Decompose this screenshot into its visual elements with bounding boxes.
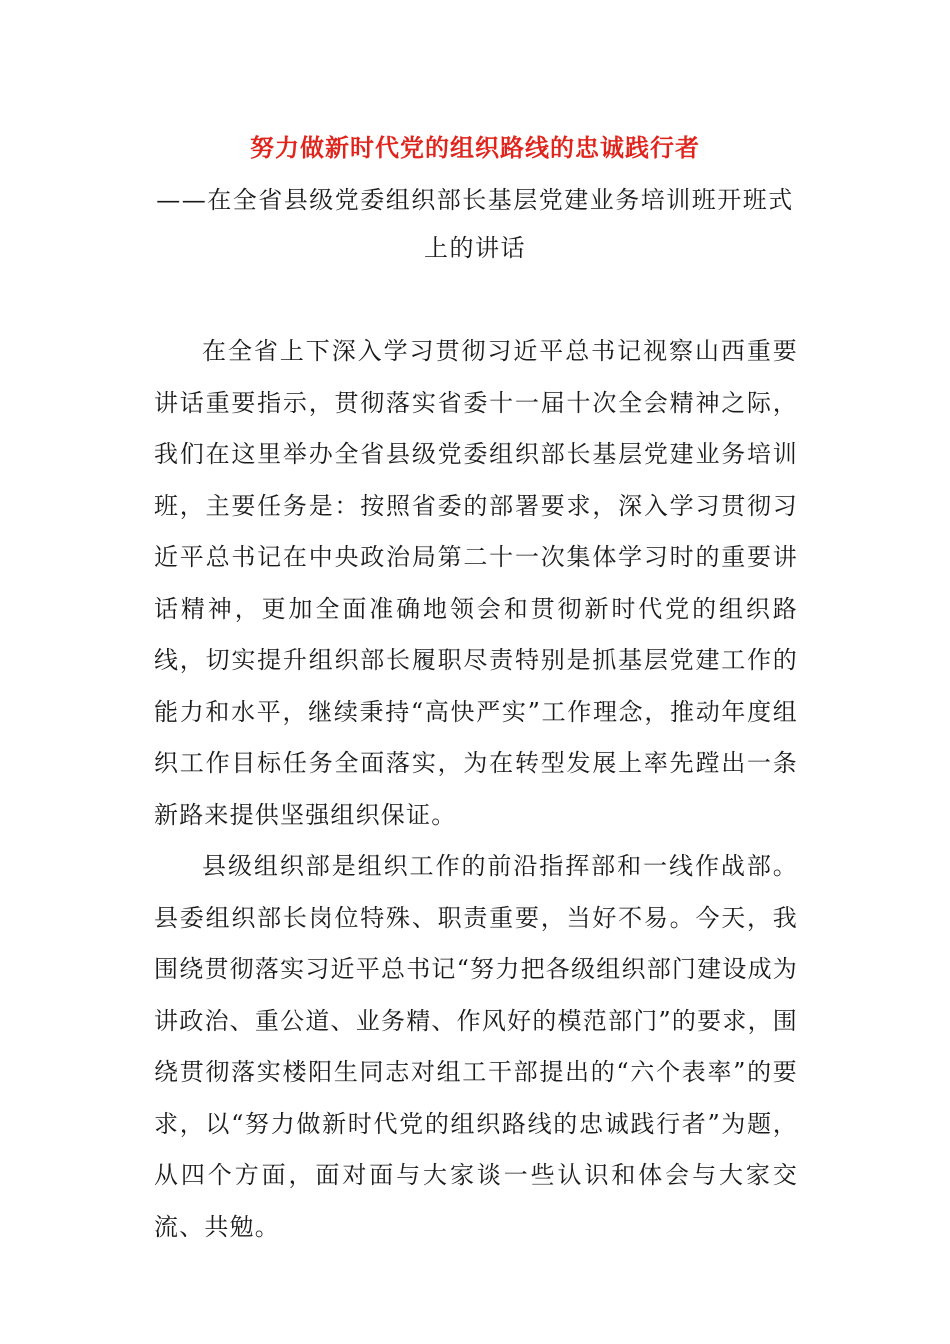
paragraph: 县级组织部是组织工作的前沿指挥部和一线作战部。县委组织部长岗位特殊、职责重要，当好不易。今天，我围绕贯彻落实习近平总书记“努力把各级组织部门建设成为讲政治、重公道、业务精、作风好的模范部门”的要求，围绕贯彻落实楼阳生同志对组工干部提出的“六个表率”的要求，以“努力做新时代党的组织路线的忠诚践行者”为题，从四个方面，面对面与大家谈一些认识和体会与大家交流、共勉。 — [154, 852, 798, 1241]
document-subtitle: ——在全省县级党委组织部长基层党建业务培训班开班式上的讲话 — [156, 186, 794, 262]
document-body — [154, 326, 798, 1253]
document-title: 努力做新时代党的组织路线的忠诚践行者 — [250, 134, 700, 162]
paragraph: 在全省上下深入学习贯彻习近平总书记视察山西重要讲话重要指示，贯彻落实省委十一届十次全会精神之际，我们在这里举办全省县级党委组织部长基层党建业务培训班，主要任务是：按照省委的部署要求，深入学习贯彻习近平总书记在中央政治局第二十一次集体学习时的重要讲话精神，更加全面准确地领会和贯彻新时代党的组织路线，切实提升组织部长履职尽责特别是抓基层党建工作的能力和水平，继续秉持“高快严实”工作理念，推动年度组织工作目标任务全面落实，为在转型发展上率先蹚出一条新路来提供坚强组织保证。 — [154, 337, 798, 829]
